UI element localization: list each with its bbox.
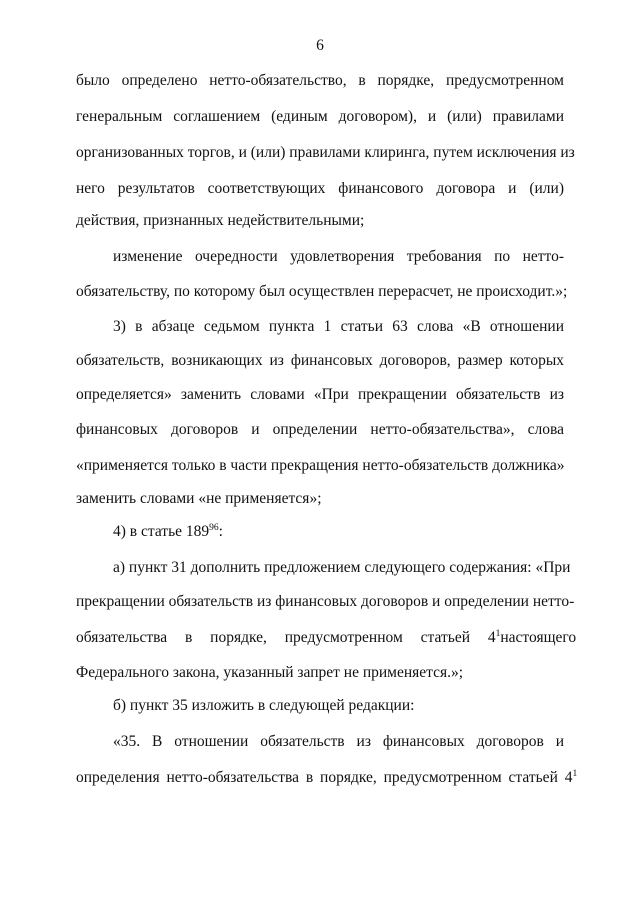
- text-fragment: [76, 627, 500, 649]
- text-line: организованных торгов, и (или) правилами клиринга, путем исключения из: [76, 144, 575, 161]
- text-line: действия, признанных недействительными;: [76, 212, 365, 229]
- text-line: заменить словами «не применяется»;: [76, 490, 322, 507]
- text-line: [76, 627, 577, 649]
- superscript: 96: [209, 523, 219, 533]
- text-line: обязательств, возникающих из финансовых договоров, размер которых: [76, 352, 564, 369]
- text-line: генеральным соглашением (единым договором), и (или) правилами: [76, 108, 564, 125]
- page-number: 6: [316, 37, 324, 54]
- text-line: определяется» заменить словами «При прекращении обязательств из: [76, 386, 564, 403]
- text-line: было определено нетто-обязательство, в порядке, предусмотренном: [76, 72, 564, 89]
- text-line: 3) в абзаце седьмом пункта 1 статьи 63 слова «В отношении: [113, 318, 564, 335]
- text-line: Федерального закона, указанный запрет не применяется.»;: [76, 664, 464, 681]
- text-line: изменение очередности удовлетворения требования по нетто-: [113, 248, 564, 265]
- text-line: финансовых договоров и определении нетто-обязательства», слова: [76, 421, 564, 438]
- text-fragment: обязательства в порядке, предусмотренном статьей 4: [76, 629, 496, 646]
- superscript: 1: [495, 629, 501, 639]
- text-line: прекращении обязательств из финансовых договоров и определении нетто-: [76, 593, 575, 610]
- text-fragment: определения нетто-обязательства в порядке, предусмотренном статьей 4: [76, 769, 573, 786]
- text-line: а) пункт 31 дополнить предложением следующего содержания: «При: [113, 559, 571, 576]
- text-fragment: настоящего: [500, 629, 577, 646]
- text-line: [113, 521, 223, 543]
- text-line: «применяется только в части прекращения нетто-обязательств должника»: [76, 457, 565, 474]
- text-fragment: 4) в статье 189: [113, 523, 210, 540]
- text-fragment: :: [218, 523, 223, 540]
- text-line: него результатов соответствующих финансового договора и (или): [76, 180, 564, 197]
- superscript: 1: [572, 769, 578, 779]
- text-line: обязательству, по которому был осуществлен перерасчет, не происходит.»;: [76, 283, 568, 300]
- text-line: б) пункт 35 изложить в следующей редакции:: [113, 697, 415, 714]
- text-line: [76, 767, 577, 789]
- text-line: «35. В отношении обязательств из финансовых договоров и: [113, 733, 564, 750]
